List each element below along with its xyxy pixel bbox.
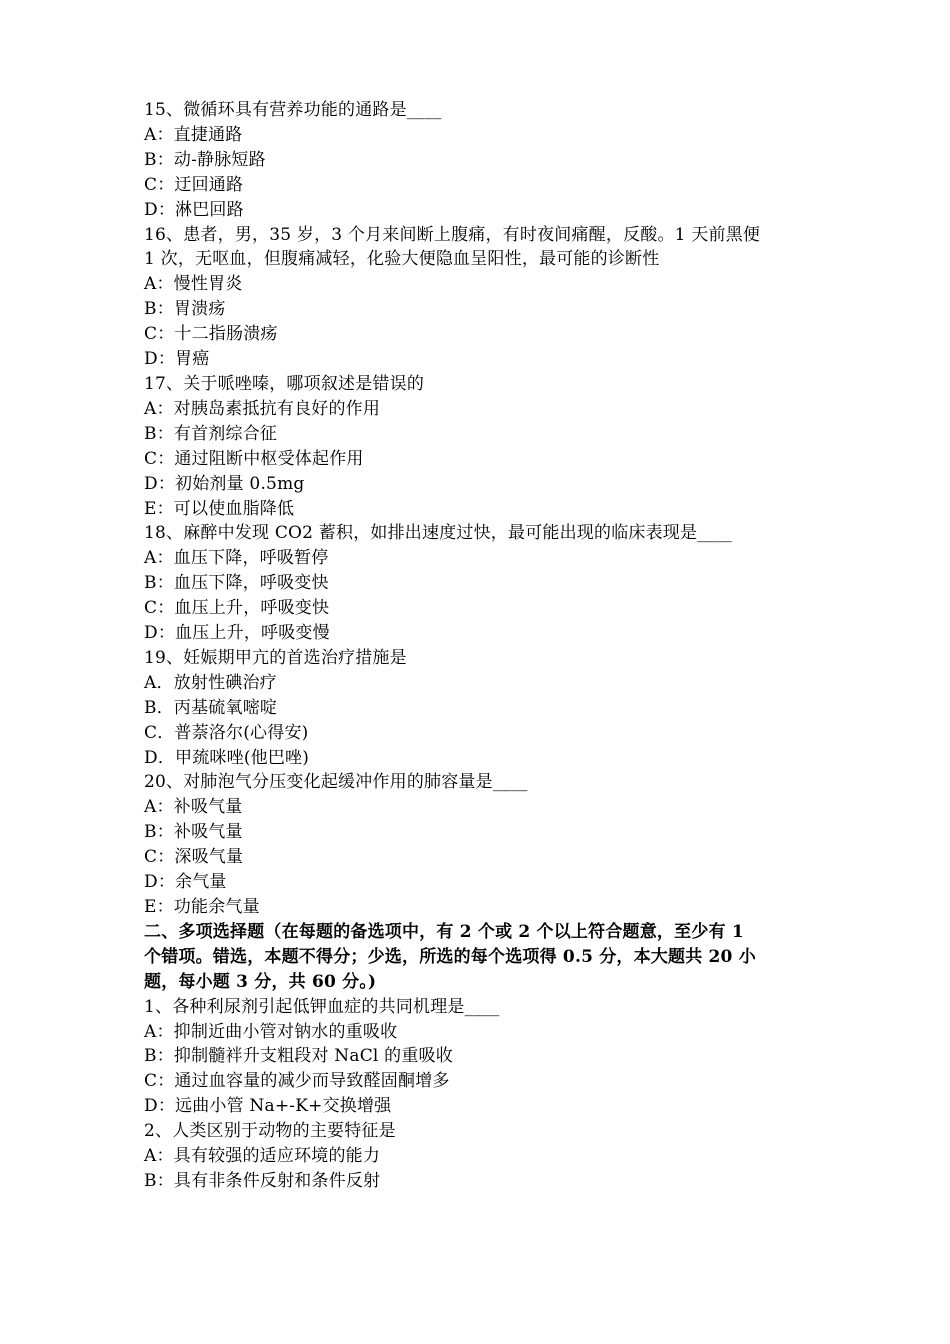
option-a: A：抑制近曲小管对钠水的重吸收 (144, 1021, 398, 1042)
option-a: A．放射性碘治疗 (144, 672, 277, 693)
question-stem-line: 16、患者，男，35 岁，3 个月来间断上腹痛，有时夜间痛醒，反酸。1 天前黑便 (144, 224, 761, 245)
option-d: D：远曲小管 Na+-K+交换增强 (144, 1096, 392, 1117)
option-c: C：十二指肠溃疡 (144, 324, 278, 345)
section-heading-line: 个错项。错选，本题不得分；少选，所选的每个选项得 0.5 分，本大题共 20 小 (144, 946, 756, 967)
option-c: C：通过阻断中枢受体起作用 (144, 448, 364, 469)
option-b: B：具有非条件反射和条件反射 (144, 1170, 381, 1191)
question-stem: 1、各种利尿剂引起低钾血症的共同机理是____ (144, 996, 500, 1017)
question-stem: 2、人类区别于动物的主要特征是 (144, 1121, 396, 1142)
question-stem: 15、微循环具有营养功能的通路是____ (144, 100, 442, 120)
option-b: B：有首剂综合征 (144, 423, 278, 444)
option-b: B：抑制髓袢升支粗段对 NaCl 的重吸收 (144, 1046, 453, 1067)
option-e: E：功能余气量 (144, 897, 260, 917)
option-d: D：胃癌 (144, 349, 210, 370)
option-c: C：迂回通路 (144, 174, 244, 195)
option-e: E：可以使血脂降低 (144, 498, 295, 519)
question-stem: 20、对肺泡气分压变化起缓冲作用的肺容量是____ (144, 772, 528, 793)
document-page (144, 98, 816, 1194)
option-b: B．丙基硫氧嘧啶 (144, 697, 278, 718)
option-a: A：直捷通路 (144, 124, 243, 145)
option-b: B：补吸气量 (144, 822, 243, 843)
question-stem-line: 1 次，无呕血，但腹痛减轻，化验大便隐血呈阳性，最可能的诊断性 (144, 249, 660, 270)
option-b: B：血压下降，呼吸变快 (144, 573, 329, 594)
option-c: C．普萘洛尔(心得安) (144, 722, 309, 743)
option-a: A：具有较强的适应环境的能力 (144, 1146, 381, 1167)
option-a: A：慢性胃炎 (144, 274, 243, 295)
option-a: A：补吸气量 (144, 797, 243, 818)
option-b: B：动-静脉短路 (144, 149, 266, 170)
question-stem: 17、关于哌唑嗪，哪项叙述是错误的 (144, 373, 425, 394)
option-d: D：余气量 (144, 872, 227, 893)
option-c: C：通过血容量的减少而导致醛固酮增多 (144, 1071, 450, 1092)
question-stem: 18、麻醉中发现 CO2 蓄积，如排出速度过快，最可能出现的临床表现是____ (144, 523, 732, 544)
option-b: B：胃溃疡 (144, 299, 226, 320)
option-d: D：初始剂量 0.5mg (144, 473, 305, 494)
option-a: A：对胰岛素抵抗有良好的作用 (144, 398, 381, 419)
option-c: C：深吸气量 (144, 847, 244, 868)
option-d: D．甲巯咪唑(他巴唑) (144, 747, 310, 768)
question-stem: 19、妊娠期甲亢的首选治疗措施是 (144, 647, 407, 668)
option-d: D：淋巴回路 (144, 199, 244, 220)
option-a: A：血压下降，呼吸暂停 (144, 548, 329, 569)
option-c: C：血压上升，呼吸变快 (144, 598, 330, 619)
section-heading-line: 二、多项选择题（在每题的备选项中，有 2 个或 2 个以上符合题意，至少有 1 (144, 921, 744, 942)
section-heading-line: 题，每小题 3 分，共 60 分。) (144, 971, 377, 992)
option-d: D：血压上升，呼吸变慢 (144, 623, 330, 644)
